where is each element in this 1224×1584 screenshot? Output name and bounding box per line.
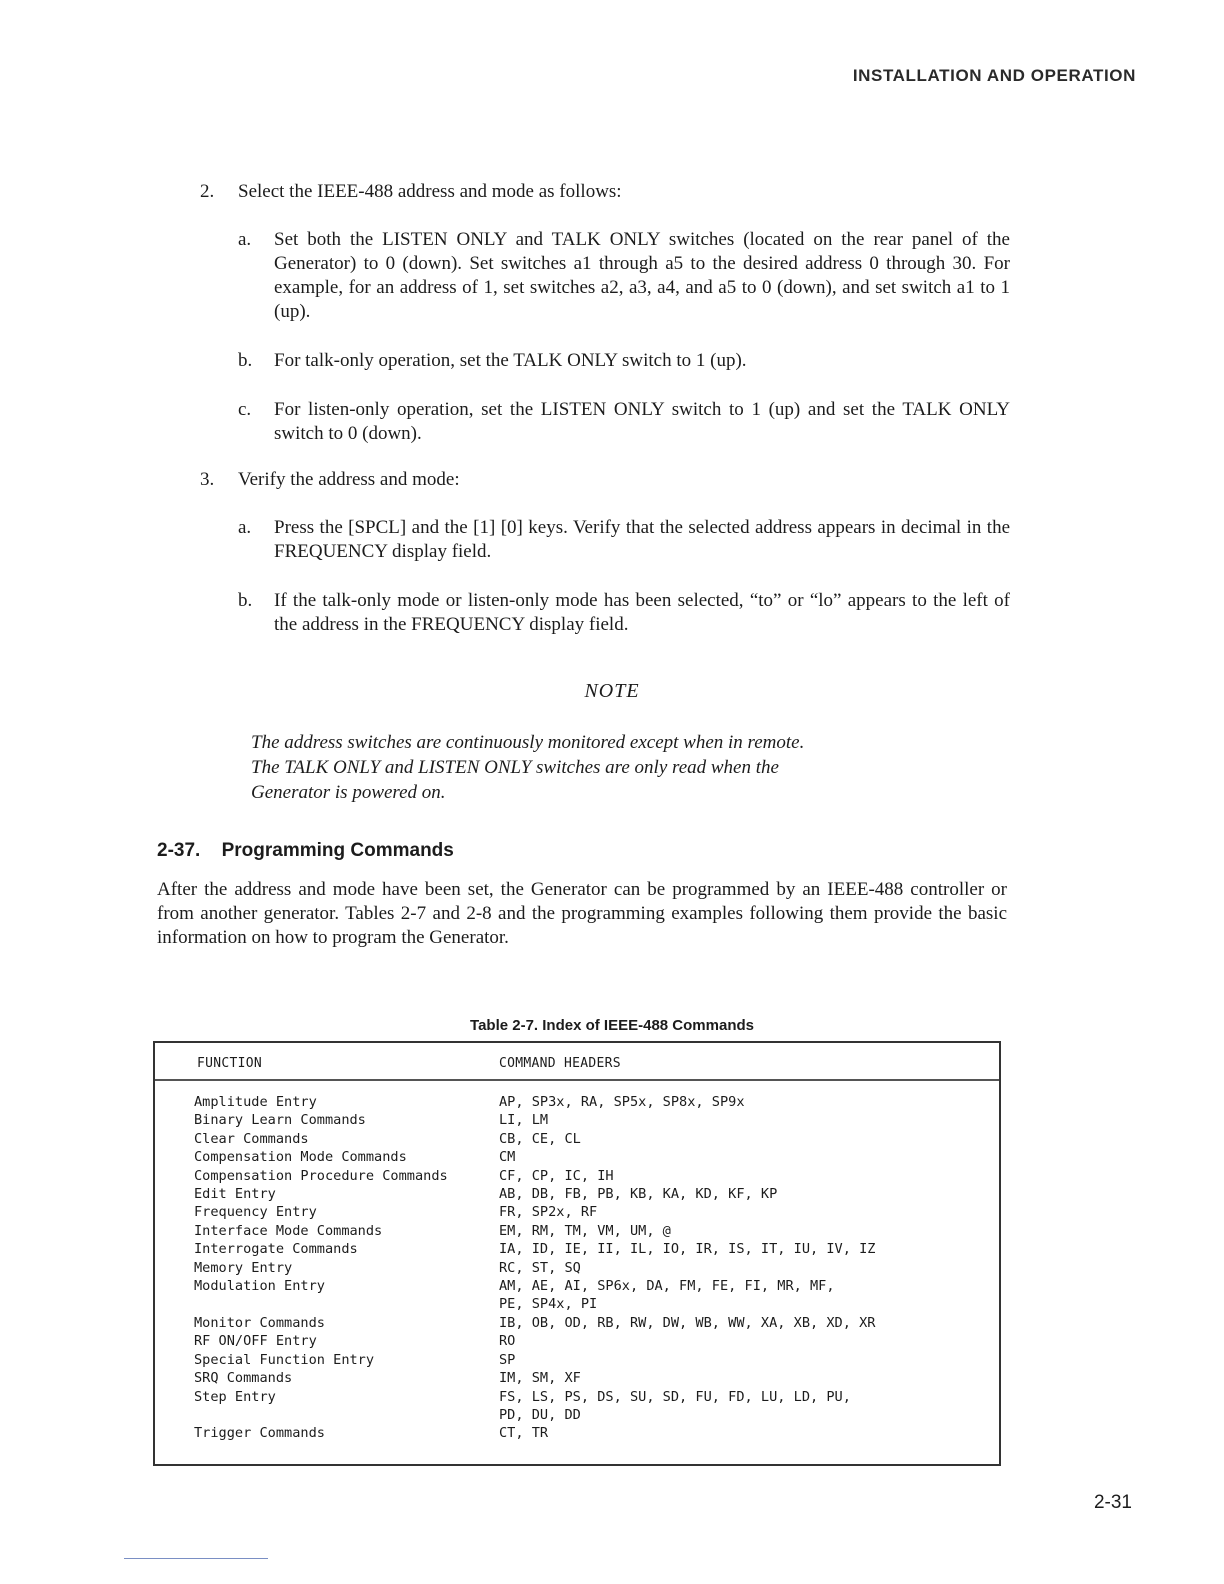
command-headers-cell: IB, OB, OD, RB, RW, DW, WB, WW, XA, XB, XD, XR [499, 1314, 876, 1331]
substep-letter: c. [238, 399, 252, 420]
step-number: 2. [200, 181, 215, 202]
function-cell: Memory Entry [194, 1259, 293, 1276]
table-row [155, 1351, 999, 1369]
substep [238, 398, 1010, 446]
command-headers-cell: AM, AE, AI, SP6x, DA, FM, FE, FI, MR, MF, PE, SP4x, PI [499, 1278, 835, 1313]
procedure-steps [200, 180, 1010, 637]
step-2 [200, 180, 1010, 204]
substep-letter: b. [238, 350, 253, 371]
function-cell: Compensation Procedure Commands [194, 1167, 448, 1184]
function-cell: Step Entry [194, 1388, 276, 1405]
table-row [155, 1332, 999, 1350]
table-body [155, 1093, 999, 1443]
command-headers-cell: IA, ID, IE, II, IL, IO, IR, IS, IT, IU, IV, IZ [499, 1241, 876, 1258]
footer-divider [124, 1558, 268, 1559]
function-cell: Binary Learn Commands [194, 1112, 366, 1129]
section-number: 2-37. [157, 840, 201, 861]
substep-letter: a. [238, 517, 252, 538]
table-row [155, 1277, 999, 1314]
function-cell: Edit Entry [194, 1186, 276, 1203]
substep-text: For listen-only operation, set the LISTEN ONLY switch to 1 (up) and set the TALK ONLY switch to 0 (down). [274, 399, 1010, 444]
substep [238, 349, 1010, 373]
table-row [155, 1167, 999, 1185]
table-row [155, 1424, 999, 1442]
substep-text: Set both the LISTEN ONLY and TALK ONLY switches (located on the rear panel of the Generator) to 0 (down). Set switches a1 through a5 to the desired address 0 through 30. For example, for an address of 1, set switches a2, a3, a4, and a5 to 0 (down), and set switch a1 to 1 (up). [274, 229, 1010, 322]
function-cell: Trigger Commands [194, 1425, 325, 1442]
function-cell: Special Function Entry [194, 1351, 375, 1368]
substep [238, 516, 1010, 564]
table-row [155, 1314, 999, 1332]
table-row [155, 1388, 999, 1425]
substep-letter: a. [238, 229, 252, 250]
step-text: Select the IEEE-488 address and mode as follows: [238, 181, 622, 202]
function-cell: Interrogate Commands [194, 1241, 358, 1258]
section-title: Programming Commands [221, 840, 454, 861]
column-header-function: FUNCTION [197, 1056, 263, 1071]
substep [238, 228, 1010, 324]
function-cell: Modulation Entry [194, 1278, 325, 1295]
substep [238, 589, 1010, 637]
function-cell: Clear Commands [194, 1130, 309, 1147]
step-text: Verify the address and mode: [238, 469, 460, 490]
note-line: The TALK ONLY and LISTEN ONLY switches are only read when the [251, 757, 779, 778]
command-headers-cell: AB, DB, FB, PB, KB, KA, KD, KF, KP [499, 1186, 778, 1203]
commands-table [153, 1041, 1001, 1466]
page-header: INSTALLATION AND OPERATION [852, 66, 1136, 85]
command-headers-cell: CB, CE, CL [499, 1130, 581, 1147]
step-number: 3. [200, 469, 215, 490]
function-cell: RF ON/OFF Entry [194, 1333, 317, 1350]
function-cell: Monitor Commands [194, 1314, 325, 1331]
table-row [155, 1185, 999, 1203]
column-header-command-headers: COMMAND HEADERS [499, 1056, 621, 1071]
substep-text: Press the [SPCL] and the [1] [0] keys. Verify that the selected address appears in decimal in the FREQUENCY display field. [274, 517, 1010, 562]
table-row [155, 1240, 999, 1258]
command-headers-cell: FR, SP2x, RF [499, 1204, 598, 1221]
table-row [155, 1111, 999, 1129]
command-headers-cell: CM [499, 1149, 516, 1166]
function-cell: Amplitude Entry [194, 1094, 317, 1110]
table-row [155, 1093, 999, 1111]
table-row [155, 1148, 999, 1166]
function-cell: Compensation Mode Commands [194, 1149, 407, 1166]
table-row [155, 1222, 999, 1240]
note-title: NOTE [584, 680, 640, 702]
command-headers-cell: IM, SM, XF [499, 1370, 581, 1387]
command-headers-cell: CF, CP, IC, IH [499, 1167, 614, 1184]
function-cell: Frequency Entry [194, 1204, 317, 1221]
command-headers-cell: CT, TR [499, 1425, 549, 1442]
command-headers-cell: EM, RM, TM, VM, UM, @ [499, 1222, 671, 1239]
command-headers-cell: SP [499, 1351, 516, 1368]
table-header-row [155, 1043, 999, 1081]
table-row [155, 1130, 999, 1148]
note-body [251, 730, 931, 805]
substep-letter: b. [238, 590, 253, 611]
substep-text: If the talk-only mode or listen-only mode has been selected, “to” or “lo” appears to the left of the address in the FREQUENCY display field. [274, 590, 1010, 635]
table-row [155, 1369, 999, 1387]
substep-text: For talk-only operation, set the TALK ONLY switch to 1 (up). [274, 350, 747, 371]
note-line: The address switches are continuously monitored except when in remote. [251, 732, 805, 753]
command-headers-cell: LI, LM [499, 1112, 549, 1129]
table-row [155, 1203, 999, 1221]
command-headers-cell: AP, SP3x, RA, SP5x, SP8x, SP9x [499, 1094, 745, 1110]
step-3 [200, 468, 1010, 492]
table-title: Table 2-7. Index of IEEE-488 Commands [470, 1017, 754, 1034]
page-number: 2-31 [1093, 1492, 1132, 1513]
function-cell: Interface Mode Commands [194, 1222, 383, 1239]
section-paragraph: After the address and mode have been set, the Generator can be programmed by an IEEE-488 controller or from another generator. Tables 2-7 and 2-8 and the programming examples following them provide the basic information on how to program the Generator. [157, 879, 1007, 948]
command-headers-cell: RO [499, 1333, 516, 1350]
note-line: Generator is powered on. [251, 782, 446, 803]
function-cell: SRQ Commands [194, 1370, 293, 1387]
command-headers-cell: RC, ST, SQ [499, 1259, 581, 1276]
table-row [155, 1259, 999, 1277]
section-heading [157, 840, 454, 862]
command-headers-cell: FS, LS, PS, DS, SU, SD, FU, FD, LU, LD, PU, PD, DU, DD [499, 1388, 851, 1423]
